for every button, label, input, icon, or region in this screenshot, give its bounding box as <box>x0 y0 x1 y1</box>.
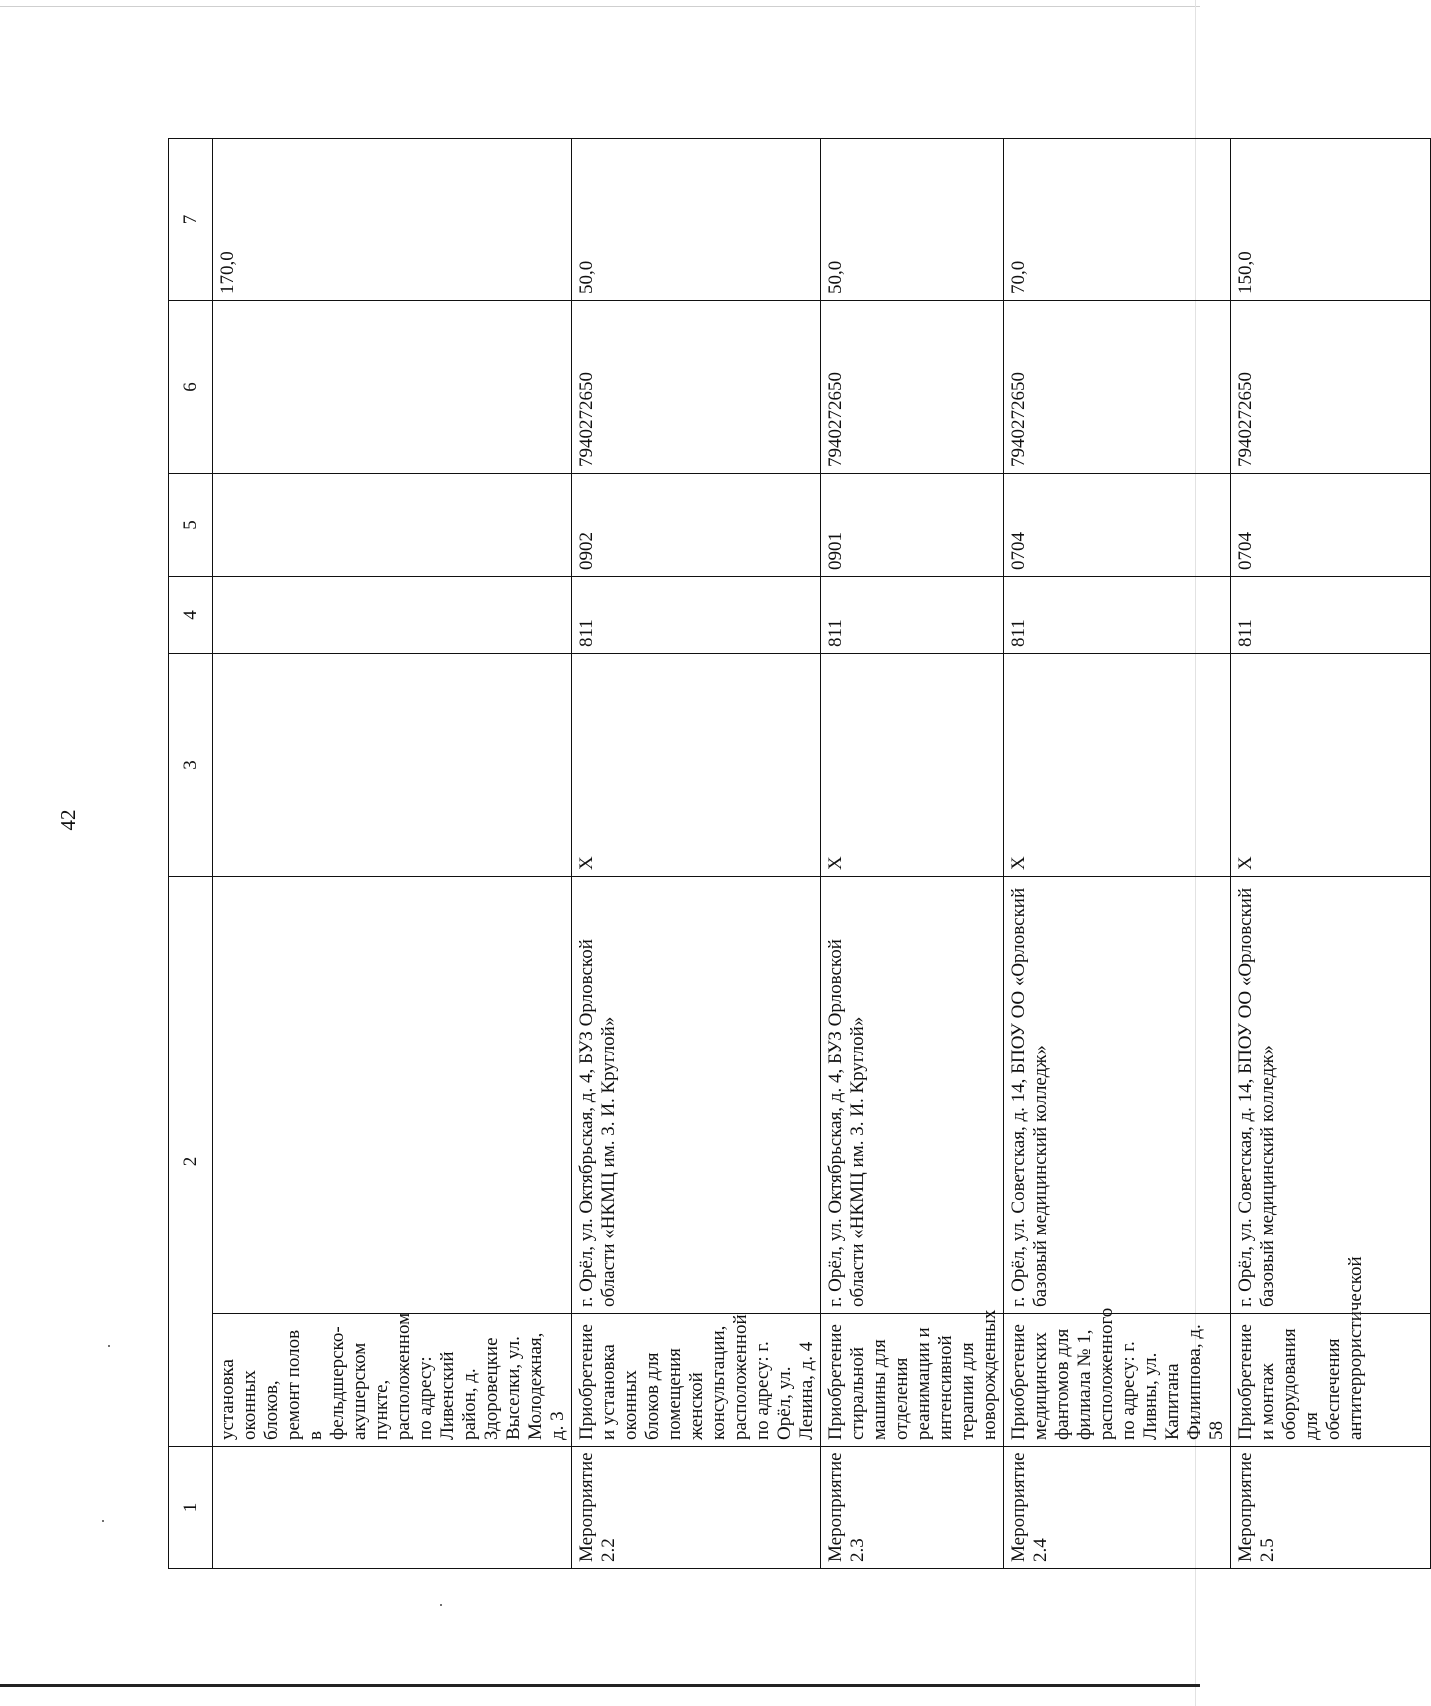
measure-description-cell: Приобретение и установка оконных блоков для помещения женской консультации, расположенной по адресу: г. Орёл, ул. Ленина, д. 4 <box>572 1314 821 1447</box>
budget-measures-table <box>168 138 1431 1569</box>
table-row <box>1231 139 1431 1569</box>
measure-description-cell: Приобретение и монтаж оборудования для обеспечения антитеррористической <box>1231 1314 1431 1447</box>
header-cell-7: 7 <box>169 139 213 301</box>
header-cell-6: 6 <box>169 301 213 474</box>
col6-cell: 7940272650 <box>1004 301 1231 474</box>
col4-cell <box>213 577 572 654</box>
col3-cell: X <box>1004 654 1231 877</box>
measure-id-cell <box>213 1447 572 1569</box>
scan-speck <box>108 1345 110 1347</box>
header-row <box>169 139 213 1569</box>
measure-id-cell: Мероприятие 2.5 <box>1231 1447 1431 1569</box>
address-organization-cell: г. Орёл, ул. Советская, д. 14, БПОУ ОО «Орловский базовый медицинский колледж» <box>1231 877 1431 1314</box>
address-organization-cell: г. Орёл, ул. Советская, д. 14, БПОУ ОО «Орловский базовый медицинский колледж» <box>1004 877 1231 1314</box>
table-row <box>1004 139 1231 1569</box>
scan-edge-top <box>0 6 1200 7</box>
header-cell-2: 2 <box>169 877 213 1447</box>
amount-cell: 170,0 <box>213 139 572 301</box>
col4-cell: 811 <box>821 577 1004 654</box>
measure-id-cell: Мероприятие 2.4 <box>1004 1447 1231 1569</box>
amount-cell: 50,0 <box>572 139 821 301</box>
address-organization-cell <box>213 877 572 1314</box>
col6-cell: 7940272650 <box>821 301 1004 474</box>
measure-description-cell: установка оконных блоков, ремонт полов в фельдшерско-акушерском пункте, расположенном по адресу: Ливенский район, д. Здоровецкие Выселки, ул. Молодежная, д. 3 <box>213 1314 572 1447</box>
measure-id-cell: Мероприятие 2.3 <box>821 1447 1004 1569</box>
address-organization-cell: г. Орёл, ул. Октябрьская, д. 4, БУЗ Орловской области «НКМЦ им. З. И. Круглой» <box>572 877 821 1314</box>
col6-cell: 7940272650 <box>1231 301 1431 474</box>
col4-cell: 811 <box>1004 577 1231 654</box>
page-number: 42 <box>56 809 80 831</box>
col5-cell: 0704 <box>1004 474 1231 577</box>
col5-cell: 0901 <box>821 474 1004 577</box>
col5-cell: 0704 <box>1231 474 1431 577</box>
scan-edge-bottom <box>0 1684 1200 1687</box>
rotated-table-container <box>168 139 1366 1569</box>
header-cell-5: 5 <box>169 474 213 577</box>
col3-cell: X <box>821 654 1004 877</box>
scan-speck <box>440 1604 442 1606</box>
col3-cell: X <box>572 654 821 877</box>
col3-cell <box>213 654 572 877</box>
amount-cell: 70,0 <box>1004 139 1231 301</box>
col4-cell: 811 <box>572 577 821 654</box>
table-row <box>821 139 1004 1569</box>
col3-cell: X <box>1231 654 1431 877</box>
table-row <box>572 139 821 1569</box>
measure-description-cell: Приобретение медицинских фантомов для филиала № 1, расположенного по адресу: г. Ливны, ул. Капитана Филиппова, д. 58 <box>1004 1314 1231 1447</box>
col6-cell: 7940272650 <box>572 301 821 474</box>
col6-cell <box>213 301 572 474</box>
measure-id-cell: Мероприятие 2.2 <box>572 1447 821 1569</box>
amount-cell: 50,0 <box>821 139 1004 301</box>
scan-speck <box>102 1520 104 1522</box>
col5-cell: 0902 <box>572 474 821 577</box>
measure-description-cell: Приобретение стиральной машины для отделения реанимации и интенсивной терапии для новорожденных <box>821 1314 1004 1447</box>
address-organization-cell: г. Орёл, ул. Октябрьская, д. 4, БУЗ Орловской области «НКМЦ им. З. И. Круглой» <box>821 877 1004 1314</box>
header-cell-3: 3 <box>169 654 213 877</box>
col4-cell: 811 <box>1231 577 1431 654</box>
header-cell-4: 4 <box>169 577 213 654</box>
amount-cell: 150,0 <box>1231 139 1431 301</box>
table-row <box>213 139 572 1569</box>
header-cell-1: 1 <box>169 1447 213 1569</box>
col5-cell <box>213 474 572 577</box>
